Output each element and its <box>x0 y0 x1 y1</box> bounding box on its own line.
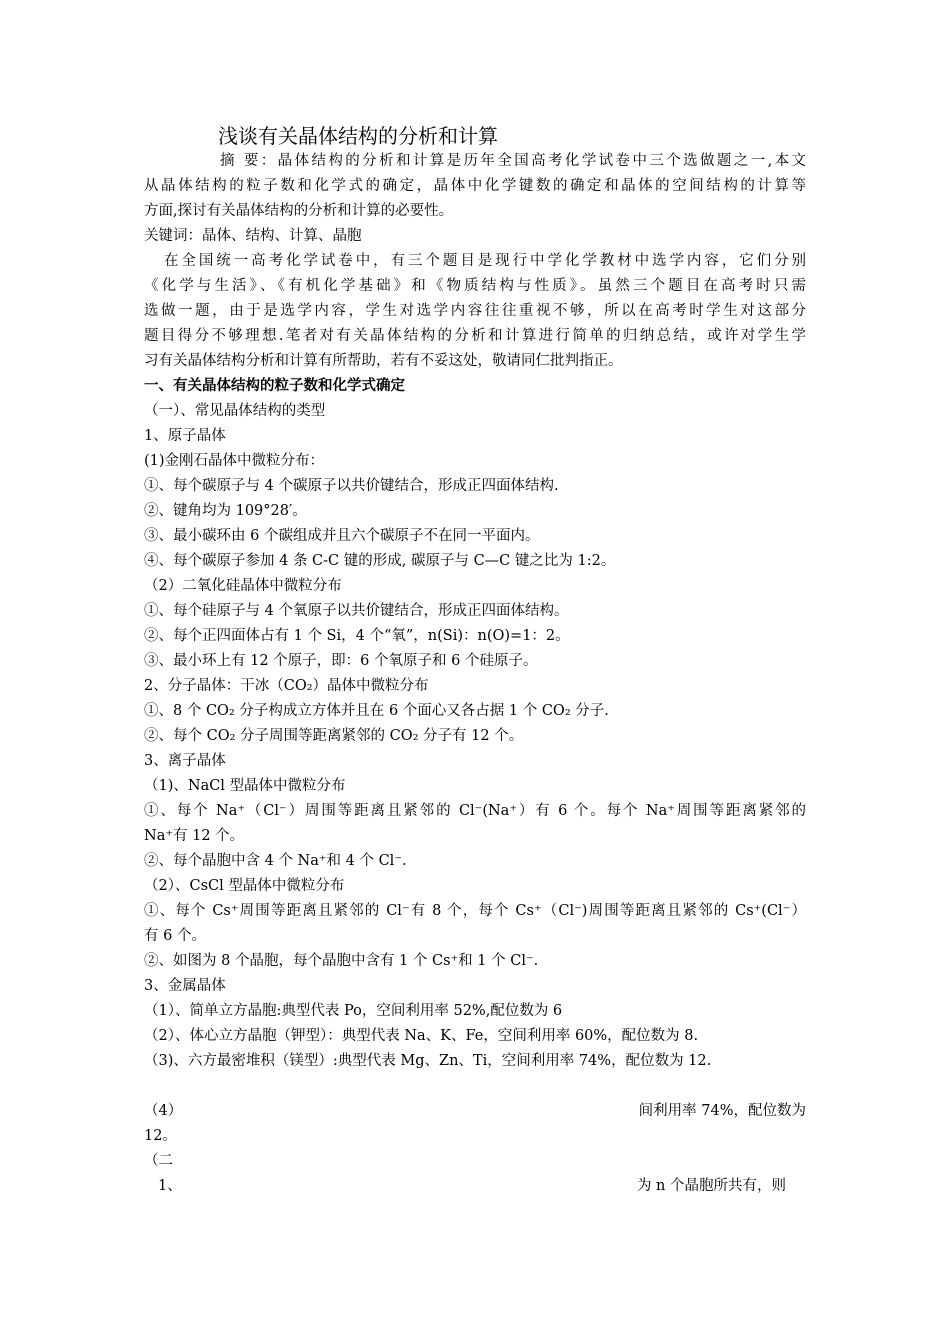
abstract-line-3: 方面,探讨有关晶体结构的分析和计算的必要性。 <box>144 203 454 219</box>
intro-line-1: 在全国统一高考化学试卷中，有三个题目是现行中学化学教材中选学内容，它们分别 <box>164 253 806 269</box>
nacl-item-2: ②、每个晶胞中含 4 个 Na⁺和 4 个 Cl⁻. <box>144 853 407 869</box>
abstract-line-1: 摘 要：晶体结构的分析和计算是历年全国高考化学试卷中三个选做题之一,本文 <box>220 153 806 169</box>
cscl-item-1: ①、每个 Cs⁺周围等距离且紧邻的 Cl⁻有 8 个，每个 Cs⁺（Cl⁻)周围等距离且紧邻的 Cs⁺(Cl⁻） <box>144 903 806 919</box>
subsection-2-heading-start: （二 <box>144 1153 173 1169</box>
metallic-item-3: （3)、六方最密堆积（镁型）:典型代表 Mg、Zn、Ti，空间利用率 74%，配位数为 12. <box>144 1053 712 1069</box>
metallic-item-2: （2）、体心立方晶胞（钾型）：典型代表 Na、K、Fe，空间利用率 60%，配位数为 8. <box>144 1028 699 1044</box>
sio2-item-3: ③、最小环上有 12 个原子，即：6 个氧原子和 6 个硅原子。 <box>144 653 538 669</box>
nacl-item-1: ①、每个 Na⁺（Cl⁻）周围等距离且紧邻的 Cl⁻(Na⁺）有 6 个。每个 Na⁺周围等距离紧邻的 <box>144 803 806 819</box>
keywords: 关键词：晶体、结构、计算、晶胞 <box>144 228 362 244</box>
abstract-line-2: 从晶体结构的粒子数和化学式的确定，晶体中化学键数的确定和晶体的空间结构的计算等 <box>144 178 806 194</box>
metallic-item-1: （1）、简单立方晶胞:典型代表 Po，空间利用率 52%,配位数为 6 <box>144 1003 563 1019</box>
diamond-item-1: ①、每个碳原子与 4 个碳原子以共价键结合，形成正四面体结构. <box>144 478 559 494</box>
intro-line-3: 选做一题，由于是选学内容，学生对选学内容往往重视不够，所以在高考时学生对这部分 <box>144 303 806 319</box>
molecular-crystal-heading: 2、分子晶体：干冰（CO₂）晶体中微粒分布 <box>144 678 429 694</box>
metallic-item-4-end: 间利用率 74%，配位数为 <box>638 1103 806 1119</box>
section-1-heading: 一、有关晶体结构的粒子数和化学式确定 <box>144 377 405 394</box>
nacl-heading: （1)、NaCl 型晶体中微粒分布 <box>144 778 346 794</box>
intro-line-5: 习有关晶体结构分析和计算有所帮助，若有不妥这处，敬请同仁批判指正。 <box>144 353 623 369</box>
co2-item-2: ②、每个 CO₂ 分子周围等距离紧邻的 CO₂ 分子有 12 个。 <box>144 728 524 744</box>
metallic-crystal-heading: 3、金属晶体 <box>144 978 226 994</box>
diamond-item-4: ④、每个碳原子参加 4 条 C-C 键的形成, 碳原子与 C—C 键之比为 1:2。 <box>144 553 616 569</box>
calc-item-1-end: 为 n 个晶胞所共有，则 <box>636 1178 786 1194</box>
sio2-heading: （2）二氧化硅晶体中微粒分布 <box>144 578 342 594</box>
sio2-item-1: ①、每个硅原子与 4 个氧原子以共价键结合，形成正四面体结构。 <box>144 603 569 619</box>
cscl-item-2: ②、如图为 8 个晶胞，每个晶胞中含有 1 个 Cs⁺和 1 个 Cl⁻. <box>144 953 539 969</box>
intro-line-4: 题目得分不够理想.笔者对有关晶体结构的分析和计算进行简单的归纳总结，或许对学生学 <box>144 328 806 344</box>
sio2-item-2: ②、每个正四面体占有 1 个 Si，4 个“氧”，n(Si)：n(O)=1：2。 <box>144 628 570 644</box>
cscl-item-1-cont: 有 6 个。 <box>144 928 206 944</box>
metallic-item-4-start: （4） <box>144 1103 183 1119</box>
ionic-crystal-heading: 3、离子晶体 <box>144 753 226 769</box>
diamond-item-2: ②、键角均为 109°28′。 <box>144 503 307 519</box>
calc-item-1-start: 1、 <box>158 1178 182 1194</box>
diamond-item-3: ③、最小碳环由 6 个碳组成并且六个碳原子不在同一平面内。 <box>144 528 540 544</box>
nacl-item-1-cont: Na⁺有 12 个。 <box>144 828 245 844</box>
subsection-1-heading: （一）、常见晶体结构的类型 <box>144 403 326 419</box>
diamond-heading: (1)金刚石晶体中微粒分布： <box>144 453 325 469</box>
intro-line-2: 《化学与生活》、《有机化学基础》和《物质结构与性质》。虽然三个题目在高考时只需 <box>144 278 806 294</box>
metallic-item-4-cont: 12。 <box>144 1128 177 1144</box>
co2-item-1: ①、8 个 CO₂ 分子构成立方体并且在 6 个面心又各占据 1 个 CO₂ 分子. <box>144 703 609 719</box>
cscl-heading: （2）、CsCl 型晶体中微粒分布 <box>144 878 345 894</box>
document-title: 浅谈有关晶体结构的分析和计算 <box>218 124 498 148</box>
atomic-crystal-heading: 1、原子晶体 <box>144 428 226 444</box>
